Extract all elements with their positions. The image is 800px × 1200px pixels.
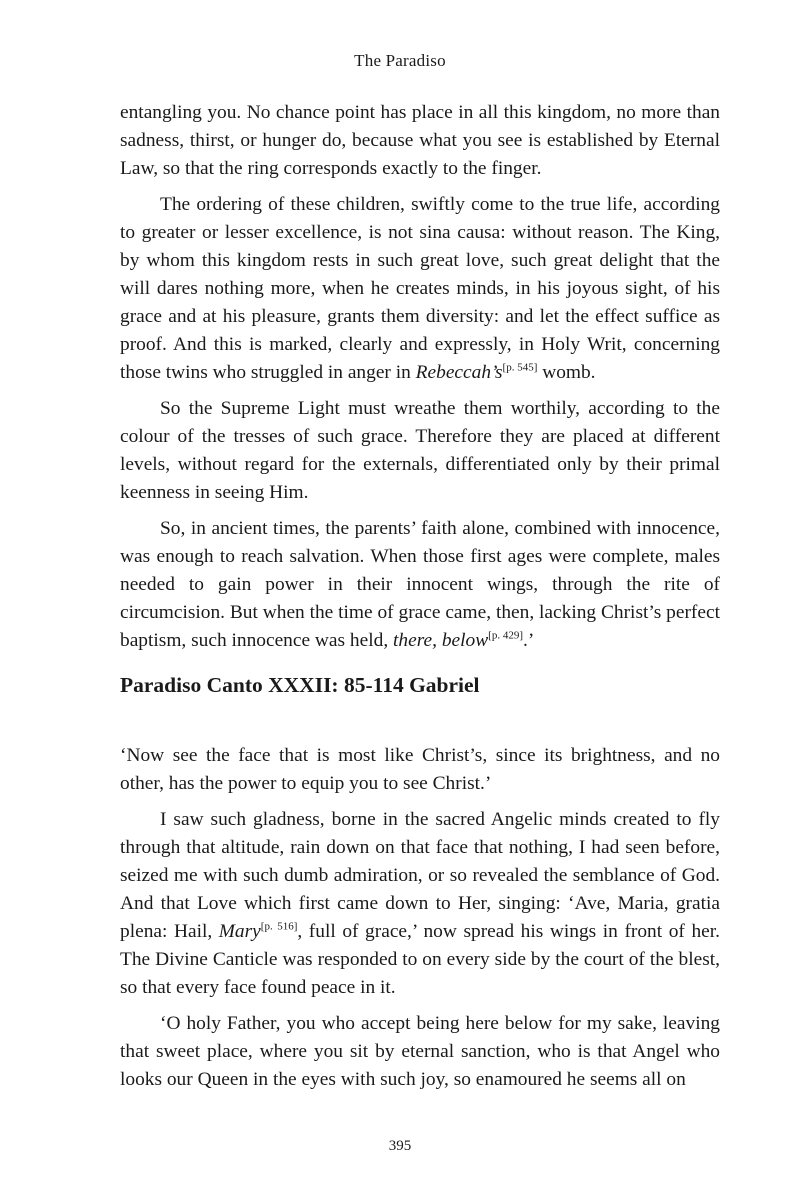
paragraph-text-end: womb. (537, 362, 596, 383)
section-heading: Paradiso Canto XXXII: 85-114 Gabriel (120, 673, 480, 697)
paragraph-text-end: , full of grace,’ now spread his wings in front of her. The Divine Canticle was responded to on every side by the court of the blest, so that every face found peace in it. (120, 921, 720, 998)
paragraph-ordering (120, 191, 720, 387)
name-link-rebeccah[interactable]: Rebeccah’s (415, 362, 503, 383)
paragraph-ancient-times (120, 515, 720, 655)
section-1-body (120, 99, 720, 655)
paragraph-holy-father: ‘O holy Father, you who accept being here below for my sake, leaving that sweet place, where you sit by eternal sanction, who is that Angel who looks our Queen in the eyes with such joy, so enamoured he seems all on (120, 1013, 720, 1090)
name-link-mary[interactable]: Mary (218, 921, 261, 942)
phrase-link-there-below[interactable]: there, below (393, 630, 489, 651)
paragraph-text: The ordering of these children, swiftly come to the true life, according to greater or lesser excellence, is not sina causa: without reason. The King, by whom this kingdom rests in such great love, such great delight that the will dares nothing more, when he creates minds, in his joyous sight, of his grace and at his pleasure, grants them diversity: and let the effect suffice as proof. And this is marked, clearly and expressly, in Holy Writ, concerning those twins who struggled in anger in (120, 194, 720, 383)
section-2-body (120, 742, 720, 1094)
page-reference[interactable]: [p. 429] (488, 629, 523, 642)
paragraph-continuation: entangling you. No chance point has place in all this kingdom, no more than sadness, thirst, or hunger do, because what you see is established by Eternal Law, so that the ring corresponds exactly to the finger. (120, 102, 720, 179)
paragraph-supreme-light: So the Supreme Light must wreathe them worthily, according to the colour of the tresses of such grace. Therefore they are placed at different levels, without regard for the externals, differentiated only by their primal keenness in seeing Him. (120, 398, 720, 503)
running-head: The Paradiso (354, 51, 446, 70)
paragraph-text: So, in ancient times, the parents’ faith alone, combined with innocence, was enough to reach salvation. When those first ages were complete, males needed to gain power in their innocent wings, through the rite of circumcision. But when the time of grace came, then, lacking Christ’s perfect baptism, such innocence was held, (120, 518, 720, 651)
paragraph-text: I saw such gladness, borne in the sacred Angelic minds created to fly through that altitude, rain down on that face that nothing, I had seen before, seized me with such dumb admiration, or so revealed the semblance of God. And that Love which first came down to Her, singing: ‘Ave, Maria, gratia plena: Hail, (120, 809, 720, 942)
paragraph-text-end: .’ (522, 630, 535, 651)
paragraph-gladness (120, 806, 720, 1002)
page-number: 395 (388, 1138, 412, 1154)
paragraph-now-see: ‘Now see the face that is most like Christ’s, since its brightness, and no other, has the power to equip you to see Christ.’ (120, 745, 720, 794)
page-reference[interactable]: [p. 516] (260, 920, 298, 933)
page-reference[interactable]: [p. 545] (502, 361, 538, 374)
